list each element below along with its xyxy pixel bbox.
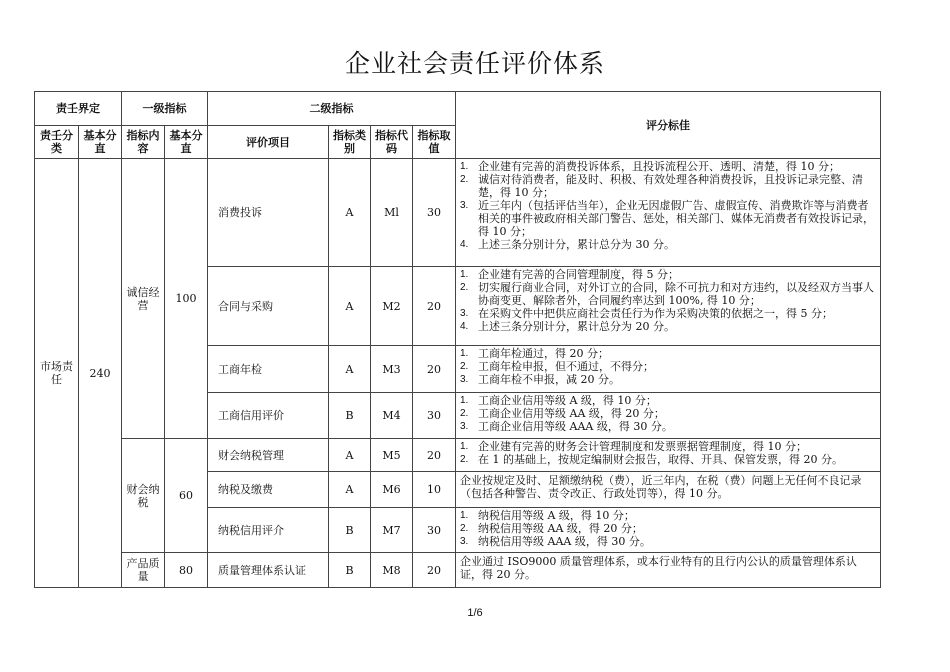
- page-number: 1/6: [467, 607, 483, 619]
- eval-item-cell: 消费投诉: [208, 159, 329, 267]
- criteria-item: 1. 企业建有完善的合同管理制度，得 5 分；: [460, 268, 679, 281]
- header-resp-category: 责壬分类: [35, 126, 79, 159]
- criteria-cell: [456, 159, 881, 267]
- header-indicator-code: 指标代码: [371, 126, 413, 159]
- indicator-value-cell: 20: [413, 346, 456, 393]
- criteria-item: 1. 企业建有完善的财务会计管理制度和发票票据管理制度，得 10 分；: [460, 440, 807, 453]
- criteria-item: 2. 切实履行商业合同，对外订立的合同，除不可抗力和对方违约，以及经双方当事人协商变更、解除者外，合同履约率达到 100%, 得 10 分；: [460, 281, 874, 307]
- header-level1-score: 基本分直: [165, 126, 208, 159]
- table-row: [35, 159, 881, 267]
- table-row: [35, 439, 881, 472]
- criteria-list: [460, 347, 876, 386]
- criteria-item: 1. 工商企业信用等级 A 级，得 10 分；: [460, 394, 657, 407]
- eval-item-cell: 纳税及缴费: [208, 472, 329, 508]
- criteria-cell: [456, 267, 881, 346]
- resp-score-cell: 240: [79, 159, 122, 588]
- criteria-item: 1. 纳税信用等级 A 级，得 10 分；: [460, 509, 635, 522]
- indicator-value-cell: 20: [413, 267, 456, 346]
- indicator-code-cell: M4: [371, 393, 413, 439]
- level1-score-cell: 80: [165, 553, 208, 588]
- header-base-score: 基本分直: [79, 126, 122, 159]
- criteria-list: [460, 440, 876, 466]
- table-row: [35, 553, 881, 588]
- eval-item-cell: 工商信用评价: [208, 393, 329, 439]
- criteria-list: [460, 394, 876, 433]
- indicator-code-cell: M5: [371, 439, 413, 472]
- criteria-item: 4. 上述三条分别计分，累计总分为 30 分。: [460, 238, 675, 251]
- indicator-code-cell: M2: [371, 267, 413, 346]
- indicator-type-cell: A: [329, 267, 371, 346]
- indicator-type-cell: B: [329, 553, 371, 588]
- indicator-type-cell: B: [329, 508, 371, 553]
- eval-item-cell: 合同与采购: [208, 267, 329, 346]
- header-row-groups: [35, 92, 881, 126]
- criteria-cell: [456, 346, 881, 393]
- header-responsibility-group: 责壬界定: [35, 92, 122, 126]
- indicator-code-cell: M3: [371, 346, 413, 393]
- indicator-code-cell: Ml: [371, 159, 413, 267]
- level1-score-cell: 100: [165, 159, 208, 439]
- criteria-item: 3. 工商年检不申报，减 20 分。: [460, 373, 620, 386]
- criteria-paragraph: 企业按规定及时、足额缴纳税（费），近三年内，在税（费）问题上无任何不良记录（包括各种警告、责令改正、行政处罚等），得 10 分。: [460, 474, 862, 500]
- header-criteria: 评分标佳: [456, 92, 881, 159]
- criteria-list: [460, 268, 876, 333]
- criteria-item: 2. 工商年检申报，但不通过，不得分；: [460, 360, 654, 373]
- indicator-code-cell: M8: [371, 553, 413, 588]
- indicator-value-cell: 20: [413, 439, 456, 472]
- criteria-cell: [456, 472, 881, 508]
- indicator-code-cell: M7: [371, 508, 413, 553]
- criteria-paragraph: 企业通过 ISO9000 质量管理体系，或本行业特有的且行内公认的质量管理体系认证，得 20 分。: [460, 555, 857, 581]
- indicator-type-cell: A: [329, 346, 371, 393]
- document-title: 企业社会责任评价体系: [344, 49, 605, 78]
- criteria-item: 2. 工商企业信用等级 AA 级，得 20 分；: [460, 407, 665, 420]
- indicator-type-cell: B: [329, 393, 371, 439]
- indicator-value-cell: 10: [413, 472, 456, 508]
- criteria-item: 3. 在采购文件中把供应商社会责任行为作为采购决策的依据之一，得 5 分；: [460, 307, 833, 320]
- header-indicator-content: 指标内容: [122, 126, 165, 159]
- criteria-list: [460, 160, 876, 251]
- criteria-cell: [456, 393, 881, 439]
- criteria-item: 4. 上述三条分别计分，累计总分为 20 分。: [460, 320, 675, 333]
- criteria-item: 3. 工商企业信用等级 AAA 级，得 30 分。: [460, 420, 673, 433]
- criteria-cell: [456, 508, 881, 553]
- criteria-cell: [456, 439, 881, 472]
- header-level1-group: 一级指标: [122, 92, 208, 126]
- indicator-value-cell: 30: [413, 159, 456, 267]
- header-level2-group: 二级指标: [208, 92, 456, 126]
- indicator-type-cell: A: [329, 472, 371, 508]
- eval-item-cell: 质量管理体系认证: [208, 553, 329, 588]
- indicator-type-cell: A: [329, 439, 371, 472]
- indicator-value-cell: 30: [413, 508, 456, 553]
- criteria-item: 1. 企业建有完善的消费投诉体系，且投诉流程公开、透明、清楚，得 10 分；: [460, 160, 840, 173]
- criteria-item: 2. 在 1 的基础上，按规定编制财会报告，取得、开具、保管发票，得 20 分。: [460, 453, 843, 466]
- criteria-item: 3. 近三年内（包括评估当年），企业无因虚假广告、虚假宣传、消费欺诈等与消费者相关的事件被政府相关部门警告、惩处，相关部门、媒体无消费者有效投诉记录，得 10 分；: [460, 199, 874, 238]
- header-eval-item: 评价项目: [208, 126, 329, 159]
- criteria-item: 2. 诚信对待消费者，能及时、积极、有效处理各种消费投诉，且投诉记录完整、清楚，得 10 分；: [460, 173, 863, 199]
- eval-item-cell: 工商年检: [208, 346, 329, 393]
- criteria-item: 3. 纳税信用等级 AAA 级，得 30 分。: [460, 535, 651, 548]
- header-indicator-value: 指标取值: [413, 126, 456, 159]
- indicator-code-cell: M6: [371, 472, 413, 508]
- indicator-value-cell: 20: [413, 553, 456, 588]
- criteria-item: 1. 工商年检通过，得 20 分；: [460, 347, 609, 360]
- level1-content-cell: 财会纳税: [122, 439, 165, 553]
- criteria-cell: [456, 553, 881, 588]
- criteria-list: [460, 509, 876, 548]
- level1-content-cell: 诚信经营: [122, 159, 165, 439]
- indicator-type-cell: A: [329, 159, 371, 267]
- header-indicator-type: 指标类别: [329, 126, 371, 159]
- level1-content-cell: 产品质量: [122, 553, 165, 588]
- eval-item-cell: 财会纳税管理: [208, 439, 329, 472]
- evaluation-table: [34, 91, 881, 588]
- indicator-value-cell: 30: [413, 393, 456, 439]
- eval-item-cell: 纳税信用评介: [208, 508, 329, 553]
- level1-score-cell: 60: [165, 439, 208, 553]
- criteria-item: 2. 纳税信用等级 AA 级，得 20 分；: [460, 522, 643, 535]
- resp-category-cell: 市场责任: [35, 159, 79, 588]
